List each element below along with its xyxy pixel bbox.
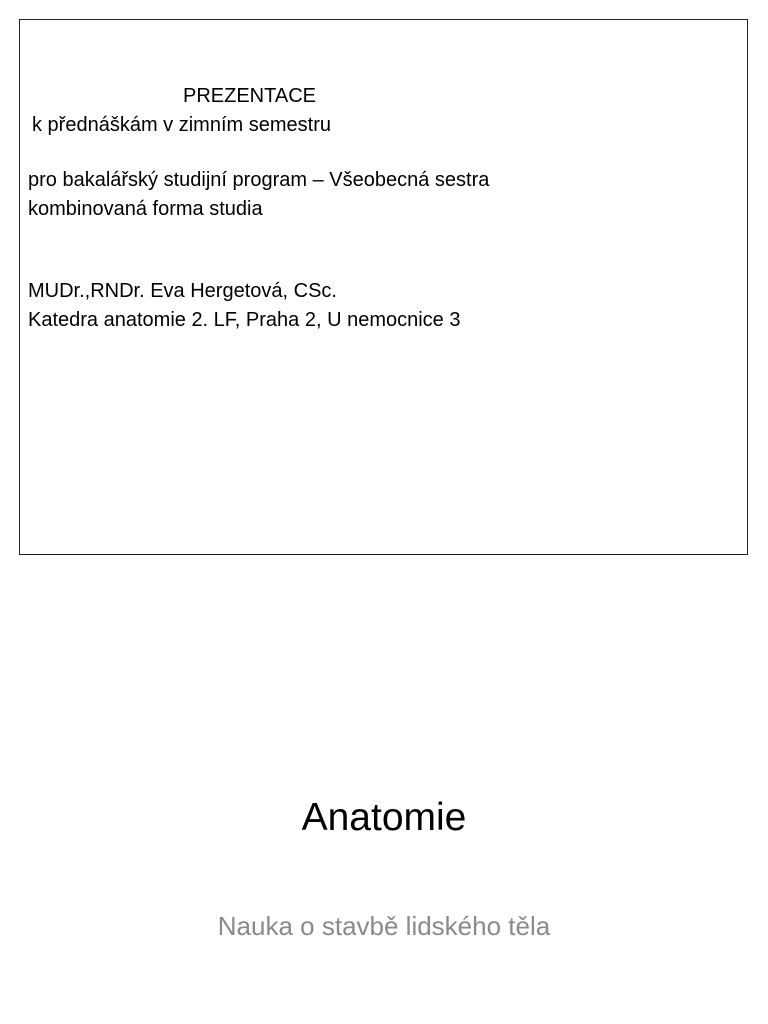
slide-subheading: k přednáškám v zimním semestru [32,114,331,136]
intro-slide [19,19,748,555]
study-program: pro bakalářský studijní program – Všeobecná sestra [28,169,490,191]
page-subtitle: Nauka o stavbě lidského těla [217,911,551,941]
page-title: Anatomie [301,796,467,839]
author-name: MUDr.,RNDr. Eva Hergetová, CSc. [28,280,337,302]
department-address: Katedra anatomie 2. LF, Praha 2, U nemocnice 3 [28,309,461,331]
slide-heading: PREZENTACE [183,85,316,107]
study-form: kombinovaná forma studia [28,198,263,220]
